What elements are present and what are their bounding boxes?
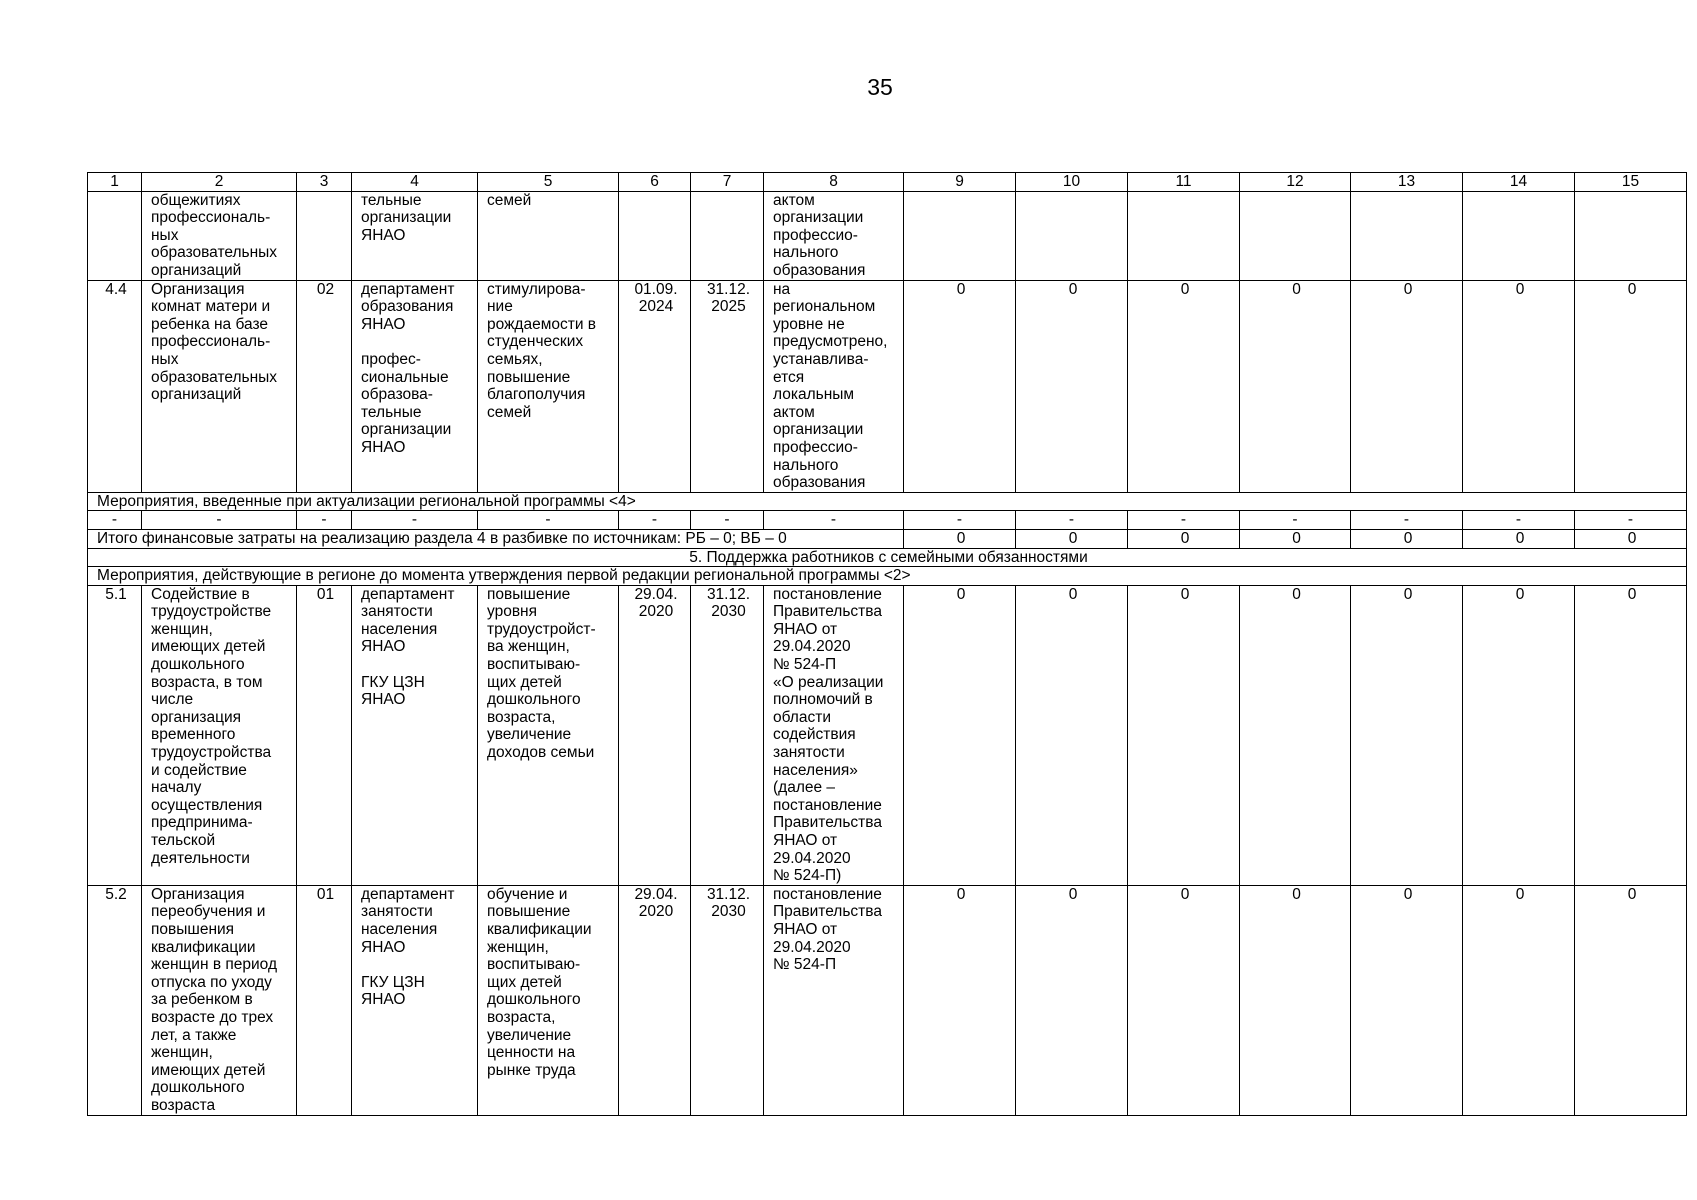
column-number: 11 xyxy=(1128,173,1240,192)
value-cell: 0 xyxy=(904,585,1016,885)
legal-act: постановление Правительства ЯНАО от 29.04.2020 № 524-П xyxy=(764,885,904,1115)
column-number: 6 xyxy=(619,173,691,192)
end-date: 31.12. 2025 xyxy=(691,280,764,492)
total-value: 0 xyxy=(1463,529,1575,548)
dash-cell: - xyxy=(1463,511,1575,530)
total-value: 0 xyxy=(904,529,1016,548)
value-cell xyxy=(1128,191,1240,280)
value-cell: 0 xyxy=(1463,885,1575,1115)
table-row xyxy=(88,885,1687,1115)
total-value: 0 xyxy=(1016,529,1128,548)
column-number: 3 xyxy=(297,173,352,192)
value-cell: 0 xyxy=(1463,280,1575,492)
total-label: Итого финансовые затраты на реализацию раздела 4 в разбивке по источникам: РБ – 0; ВБ – 0 xyxy=(88,529,904,548)
column-number: 5 xyxy=(478,173,619,192)
measure-name: Организация комнат матери и ребенка на базе профессиональ- ных образовательных организаций xyxy=(142,280,297,492)
dash-cell: - xyxy=(904,511,1016,530)
executor: департамент занятости населения ЯНАО ГКУ ЦЗН ЯНАО xyxy=(352,585,478,885)
value-cell: 0 xyxy=(1016,585,1128,885)
section-title-row xyxy=(88,548,1687,567)
subsection-row xyxy=(88,567,1687,586)
value-cell: 0 xyxy=(1351,280,1463,492)
expected-result: обучение и повышение квалификации женщин, воспитываю- щих детей дошкольного возраста, увеличение ценности на рынке труда xyxy=(478,885,619,1115)
value-cell: 0 xyxy=(1016,885,1128,1115)
value-cell: 0 xyxy=(1128,885,1240,1115)
value-cell: 0 xyxy=(1240,885,1351,1115)
dash-cell: - xyxy=(1575,511,1687,530)
column-number-row xyxy=(88,173,1687,192)
legal-act: на региональном уровне не предусмотрено, устанавлива- ется локальным актом организации профессио- нального образования xyxy=(764,280,904,492)
column-number: 14 xyxy=(1463,173,1575,192)
dash-cell: - xyxy=(619,511,691,530)
value-cell: 0 xyxy=(1463,585,1575,885)
start-date: 29.04. 2020 xyxy=(619,885,691,1115)
dash-cell: - xyxy=(478,511,619,530)
code: 01 xyxy=(297,885,352,1115)
start-date: 01.09. 2024 xyxy=(619,280,691,492)
value-cell: 0 xyxy=(904,885,1016,1115)
value-cell: 0 xyxy=(1351,585,1463,885)
table-row xyxy=(88,585,1687,885)
end-date: 31.12. 2030 xyxy=(691,585,764,885)
dash-cell: - xyxy=(1016,511,1128,530)
legal-act: постановление Правительства ЯНАО от 29.04.2020 № 524-П «О реализации полномочий в области содействия занятости населения» (далее – постановление Правительства ЯНАО от 29.04.2020 № 524-П) xyxy=(764,585,904,885)
start-date: 29.04. 2020 xyxy=(619,585,691,885)
value-cell: 0 xyxy=(1575,280,1687,492)
existing-measures-label: Мероприятия, действующие в регионе до момента утверждения первой редакции региональной программы <2> xyxy=(88,567,1687,586)
measure-name: Организация переобучения и повышения квалификации женщин в период отпуска по уходу за ребенком в возрасте до трех лет, а также женщин, имеющих детей дошкольного возраста xyxy=(142,885,297,1115)
code xyxy=(297,191,352,280)
value-cell xyxy=(1351,191,1463,280)
start-date xyxy=(619,191,691,280)
end-date: 31.12. 2030 xyxy=(691,885,764,1115)
value-cell: 0 xyxy=(1128,585,1240,885)
value-cell xyxy=(1575,191,1687,280)
row-number: 5.2 xyxy=(88,885,142,1115)
value-cell: 0 xyxy=(1575,585,1687,885)
dash-cell: - xyxy=(88,511,142,530)
column-number: 9 xyxy=(904,173,1016,192)
column-number: 13 xyxy=(1351,173,1463,192)
value-cell xyxy=(1463,191,1575,280)
total-row xyxy=(88,529,1687,548)
value-cell xyxy=(904,191,1016,280)
table-row-continuation xyxy=(88,191,1687,280)
column-number: 4 xyxy=(352,173,478,192)
expected-result: стимулирова- ние рождаемости в студенческих семьях, повышение благополучия семей xyxy=(478,280,619,492)
legal-act: актом организации профессио- нального образования xyxy=(764,191,904,280)
dash-cell: - xyxy=(297,511,352,530)
dash-cell: - xyxy=(1128,511,1240,530)
value-cell: 0 xyxy=(1575,885,1687,1115)
program-table xyxy=(87,172,1687,1116)
total-value: 0 xyxy=(1575,529,1687,548)
value-cell: 0 xyxy=(904,280,1016,492)
total-value: 0 xyxy=(1240,529,1351,548)
column-number: 7 xyxy=(691,173,764,192)
page-number: 35 xyxy=(867,74,893,100)
column-number: 10 xyxy=(1016,173,1128,192)
section-title: 5. Поддержка работников с семейными обязанностями xyxy=(88,548,1687,567)
executor: тельные организации ЯНАО xyxy=(352,191,478,280)
row-number: 4.4 xyxy=(88,280,142,492)
measure-name: Содействие в трудоустройстве женщин, имеющих детей дошкольного возраста, в том числе организация временного трудоустройства и содействие началу осуществления предпринима- тельской деятельности xyxy=(142,585,297,885)
value-cell: 0 xyxy=(1016,280,1128,492)
table-row xyxy=(88,280,1687,492)
dash-cell: - xyxy=(691,511,764,530)
expected-result: повышение уровня трудоустройст- ва женщин, воспитываю- щих детей дошкольного возраста, увеличение доходов семьи xyxy=(478,585,619,885)
value-cell xyxy=(1016,191,1128,280)
total-value: 0 xyxy=(1351,529,1463,548)
value-cell: 0 xyxy=(1351,885,1463,1115)
actualization-label: Мероприятия, введенные при актуализации региональной программы <4> xyxy=(88,492,1687,511)
dash-row xyxy=(88,511,1687,530)
total-value: 0 xyxy=(1128,529,1240,548)
column-number: 2 xyxy=(142,173,297,192)
value-cell: 0 xyxy=(1128,280,1240,492)
code: 02 xyxy=(297,280,352,492)
dash-cell: - xyxy=(1351,511,1463,530)
column-number: 1 xyxy=(88,173,142,192)
executor: департамент занятости населения ЯНАО ГКУ ЦЗН ЯНАО xyxy=(352,885,478,1115)
column-number: 12 xyxy=(1240,173,1351,192)
row-number xyxy=(88,191,142,280)
row-number: 5.1 xyxy=(88,585,142,885)
column-number: 15 xyxy=(1575,173,1687,192)
dash-cell: - xyxy=(142,511,297,530)
dash-cell: - xyxy=(1240,511,1351,530)
value-cell xyxy=(1240,191,1351,280)
measure-name: общежитиях профессиональ- ных образовательных организаций xyxy=(142,191,297,280)
value-cell: 0 xyxy=(1240,585,1351,885)
executor: департамент образования ЯНАО профес- сиональные образова- тельные организации ЯНАО xyxy=(352,280,478,492)
value-cell: 0 xyxy=(1240,280,1351,492)
end-date xyxy=(691,191,764,280)
dash-cell: - xyxy=(352,511,478,530)
dash-cell: - xyxy=(764,511,904,530)
code: 01 xyxy=(297,585,352,885)
subsection-row xyxy=(88,492,1687,511)
expected-result: семей xyxy=(478,191,619,280)
column-number: 8 xyxy=(764,173,904,192)
